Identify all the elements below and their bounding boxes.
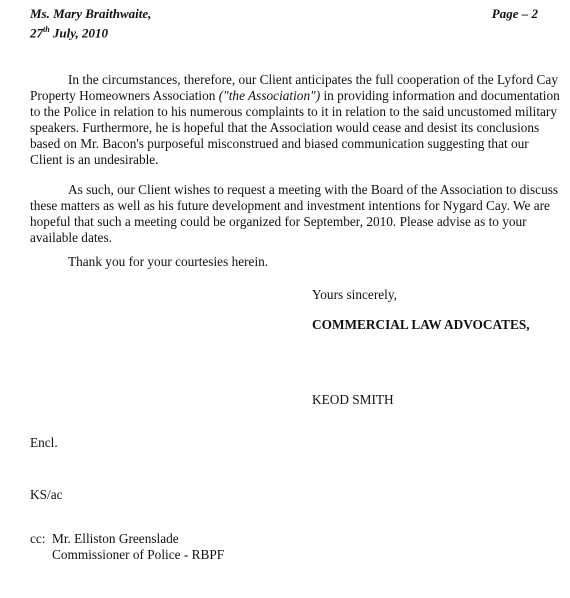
cc-title: Commissioner of Police - RBPF <box>52 547 225 562</box>
date-rest: July, 2010 <box>49 25 109 41</box>
cc-recipient <box>52 531 224 563</box>
letter-date <box>30 22 151 41</box>
cc-label: cc: <box>30 531 46 546</box>
letter-header-recipient <box>30 6 151 41</box>
date-suffix: th <box>43 25 50 34</box>
paragraph-1-italic: ("the Association") <box>218 88 321 103</box>
page-number: Page – 2 <box>491 6 538 21</box>
signer-name: KEOD SMITH <box>312 392 394 407</box>
paragraph-3 <box>30 254 560 270</box>
enclosure-note: Encl. <box>30 435 58 450</box>
paragraph-1 <box>30 72 560 168</box>
recipient-name: Ms. Mary Braithwaite, <box>30 6 152 21</box>
date-day: 27 <box>30 25 43 41</box>
paragraph-2 <box>30 182 560 246</box>
paragraph-1-text-b: in providing information and documentation to the Police in relation to his numerous complaints to it in relation to the said uncustomed military speakers. Furthermore, he is hopeful that the Association would cease and desist its conclusions based on Mr. Bacon's purposeful misconstrued and biased communication suggesting that our Client is an undesirable. <box>30 88 560 167</box>
paragraph-1-text-a: In the circumstances, therefore, our Client anticipates the full cooperation of the Lyford Cay Property Homeowners Association <box>30 72 558 103</box>
paragraph-3-text: Thank you for your courtesies herein. <box>68 254 269 269</box>
paragraph-2-text: As such, our Client wishes to request a meeting with the Board of the Association to discuss these matters as well as his future development and investment intentions for Nygard Cay. We are hopeful that such a meeting could be organized for September, 2010. Please advise as to your available dates. <box>30 182 559 245</box>
firm-name: COMMERCIAL LAW ADVOCATES, <box>312 317 530 332</box>
closing-salutation: Yours sincerely, <box>312 287 397 302</box>
reference-initials: KS/ac <box>30 487 63 502</box>
cc-name: Mr. Elliston Greenslade <box>52 531 179 546</box>
